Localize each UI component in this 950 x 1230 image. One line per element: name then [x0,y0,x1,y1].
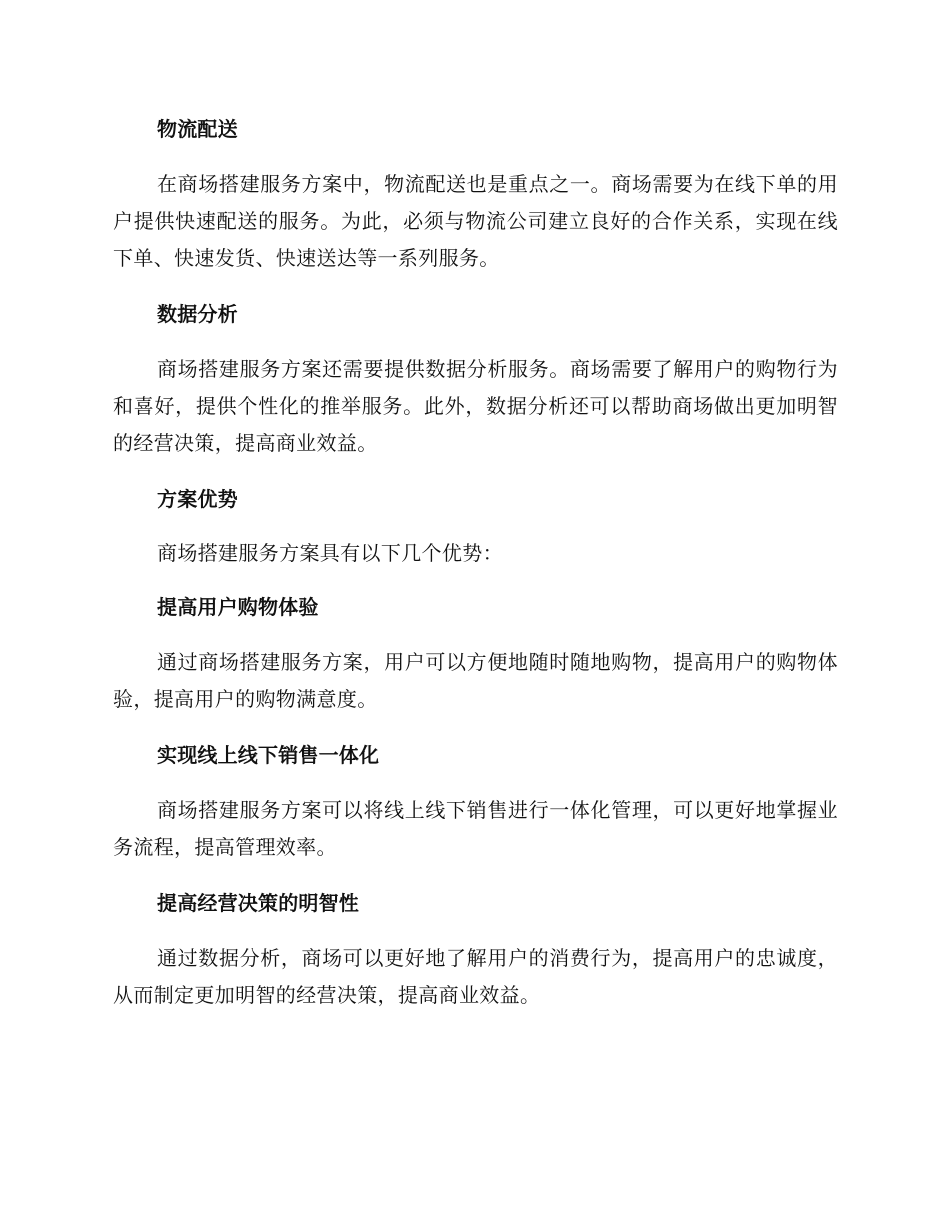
section-omnichannel [113,738,838,866]
section-heading: 提高用户购物体验 [157,595,319,619]
section-advantages [113,482,838,570]
section-paragraph: 商场搭建服务方案具有以下几个优势： [157,541,503,565]
document-body [113,112,838,1034]
section-data-analysis [113,297,838,462]
section-heading: 数据分析 [157,302,238,326]
section-shopping-experience [113,590,838,718]
section-heading: 方案优势 [157,487,238,511]
section-paragraph: 通过数据分析，商场可以更好地了解用户的消费行为，提高用户的忠诚度，从而制定更加明智的经营决策，提高商业效益。 [113,946,838,1007]
section-paragraph: 商场搭建服务方案可以将线上线下销售进行一体化管理，可以更好地掌握业务流程，提高管理效率。 [113,798,838,859]
section-logistics [113,112,838,277]
section-heading: 实现线上线下销售一体化 [157,743,380,767]
section-paragraph: 在商场搭建服务方案中，物流配送也是重点之一。商场需要为在线下单的用户提供快速配送的服务。为此，必须与物流公司建立良好的合作关系，实现在线下单、快速发货、快速送达等一系列服务。 [113,172,838,270]
section-heading: 提高经营决策的明智性 [157,891,359,915]
section-decision-making [113,886,838,1014]
section-paragraph: 商场搭建服务方案还需要提供数据分析服务。商场需要了解用户的购物行为和喜好，提供个性化的推举服务。此外，数据分析还可以帮助商场做出更加明智的经营决策，提高商业效益。 [113,357,838,455]
section-paragraph: 通过商场搭建服务方案，用户可以方便地随时随地购物，提高用户的购物体验，提高用户的购物满意度。 [113,650,838,711]
section-heading: 物流配送 [157,117,238,141]
